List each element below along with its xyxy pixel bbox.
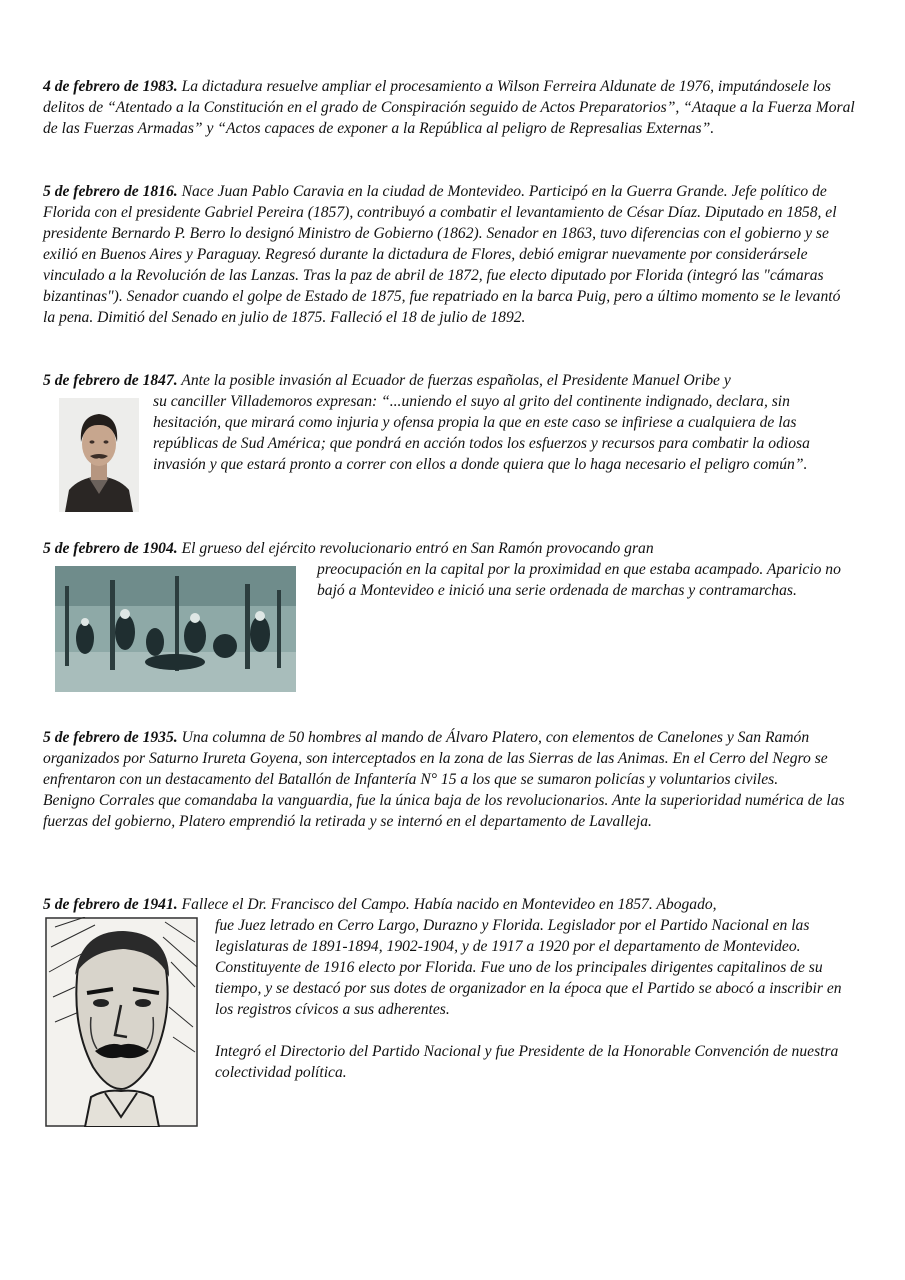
entry-1983	[43, 76, 855, 139]
entry-date: 5 de febrero de 1941.	[43, 896, 178, 913]
entry-1847	[43, 370, 855, 520]
entry-paragraph	[43, 181, 855, 328]
entry-1941	[43, 894, 855, 1134]
entry-date: 5 de febrero de 1904.	[43, 540, 178, 557]
sketch-portrait	[45, 917, 198, 1127]
entry-text: Una columna de 50 hombres al mando de Álvaro Platero, con elementos de Canelones y San Ramón organizados por Saturno Irureta Goyena, son interceptados en la zona de las Sierras de las Animas. En el Cerro del Negro se enfrentaron con un destacamento del Batallón de Infantería N° 15 a los que se sumaron policías y voluntarios civiles.	[43, 729, 828, 788]
entry-paragraph	[43, 727, 855, 790]
entry-date: 5 de febrero de 1816.	[43, 183, 178, 200]
entry-paragraph-2: Benigno Corrales que comandaba la vanguardia, fue la única baja de los revolucionarios. Ante la superioridad numérica de las fuerzas del gobierno, Platero emprendió la retirada y se internó en el departamento de Lavalleja.	[43, 792, 845, 830]
entry-1904	[43, 538, 855, 698]
entry-body-2: Integró el Directorio del Partido Nacional y fue Presidente de la Honorable Convención de nuestra colectividad política.	[215, 1043, 839, 1081]
entry-body: su canciller Villademoros expresan: “...uniendo el suyo al grito del continente indignado, declara, sin hesitación, que mirará como injuria y ofensa propia la que en este caso se infiriese a cualquiera de las repúblicas de Sud América; que pondrá en acción todos los esfuerzos y recursos para combatir la odiosa invasión y que estará pronto a correr con ellos a donde quiera que lo haga necesario el peligro común”.	[153, 393, 810, 473]
entry-1935	[43, 727, 855, 832]
entry-text: El grueso del ejército revolucionario entró en San Ramón provocando gran	[177, 540, 654, 557]
entry-date: 4 de febrero de 1983.	[43, 78, 178, 95]
entry-body: preocupación en la capital por la proximidad en que estaba acampado. Aparicio no bajó a Montevideo e inició una serie ordenada de marchas y contramarchas.	[317, 561, 841, 599]
encampment-photo	[55, 566, 296, 692]
entry-date: 5 de febrero de 1847.	[43, 372, 178, 389]
entry-first-line	[43, 538, 855, 559]
entry-text: La dictadura resuelve ampliar el procesamiento a Wilson Ferreira Aldunate de 1976, imputándosele los delitos de “Atentado a la Constitución en el grado de Conspiración seguido de Actos Preparatorios”, “Ataque a la Fuerza Moral de las Fuerzas Armadas” y “Actos capaces de exponer a la República al peligro de Represalias Externas”.	[43, 78, 855, 137]
entry-text: Nace Juan Pablo Caravia en la ciudad de Montevideo. Participó en la Guerra Grande. Jefe político de Florida con el presidente Gabriel Pereira (1857), contribuyó a combatir el levantamiento de César Díaz. Diputado en 1858, el presidente Bernardo P. Berro lo designó Ministro de Gobierno (1862). Senador en 1863, tuvo diferencias con el gobierno y se exilió en Buenos Aires y Paraguay. Regresó durante la dictadura de Flores, debió emigrar nuevamente por considerársele vinculado a la Revolución de las Lanzas. Tras la paz de abril de 1872, fue electo diputado por Florida (integró las "cámaras bizantinas"). Senador cuando el golpe de Estado de 1875, fue repatriado en la barca Puig, pero a último momento se le levantó la pena. Dimitió del Senado en julio de 1875. Falleció el 18 de julio de 1892.	[43, 183, 841, 326]
entry-paragraph	[43, 76, 855, 139]
entry-date: 5 de febrero de 1935.	[43, 729, 178, 746]
entry-1816	[43, 181, 855, 328]
entry-text: Fallece el Dr. Francisco del Campo. Había nacido en Montevideo en 1857. Abogado,	[177, 896, 717, 913]
entry-text: Ante la posible invasión al Ecuador de fuerzas españolas, el Presidente Manuel Oribe y	[177, 372, 731, 389]
portrait-image	[59, 398, 139, 512]
entry-body: fue Juez letrado en Cerro Largo, Durazno y Florida. Legislador por el Partido Nacional en las legislaturas de 1891-1894, 1902-1904, y de 1917 a 1920 por el departamento de Montevideo. Constituyente de 1916 electo por Florida. Fue uno de los principales dirigentes capitalinos de su tiempo, y se destacó por sus dotes de organizador en la época que el Partido se abocó a inscribir en los registros cívicos a sus adherentes.	[215, 917, 842, 1018]
entry-first-line	[43, 370, 855, 391]
entry-first-line	[43, 894, 855, 915]
